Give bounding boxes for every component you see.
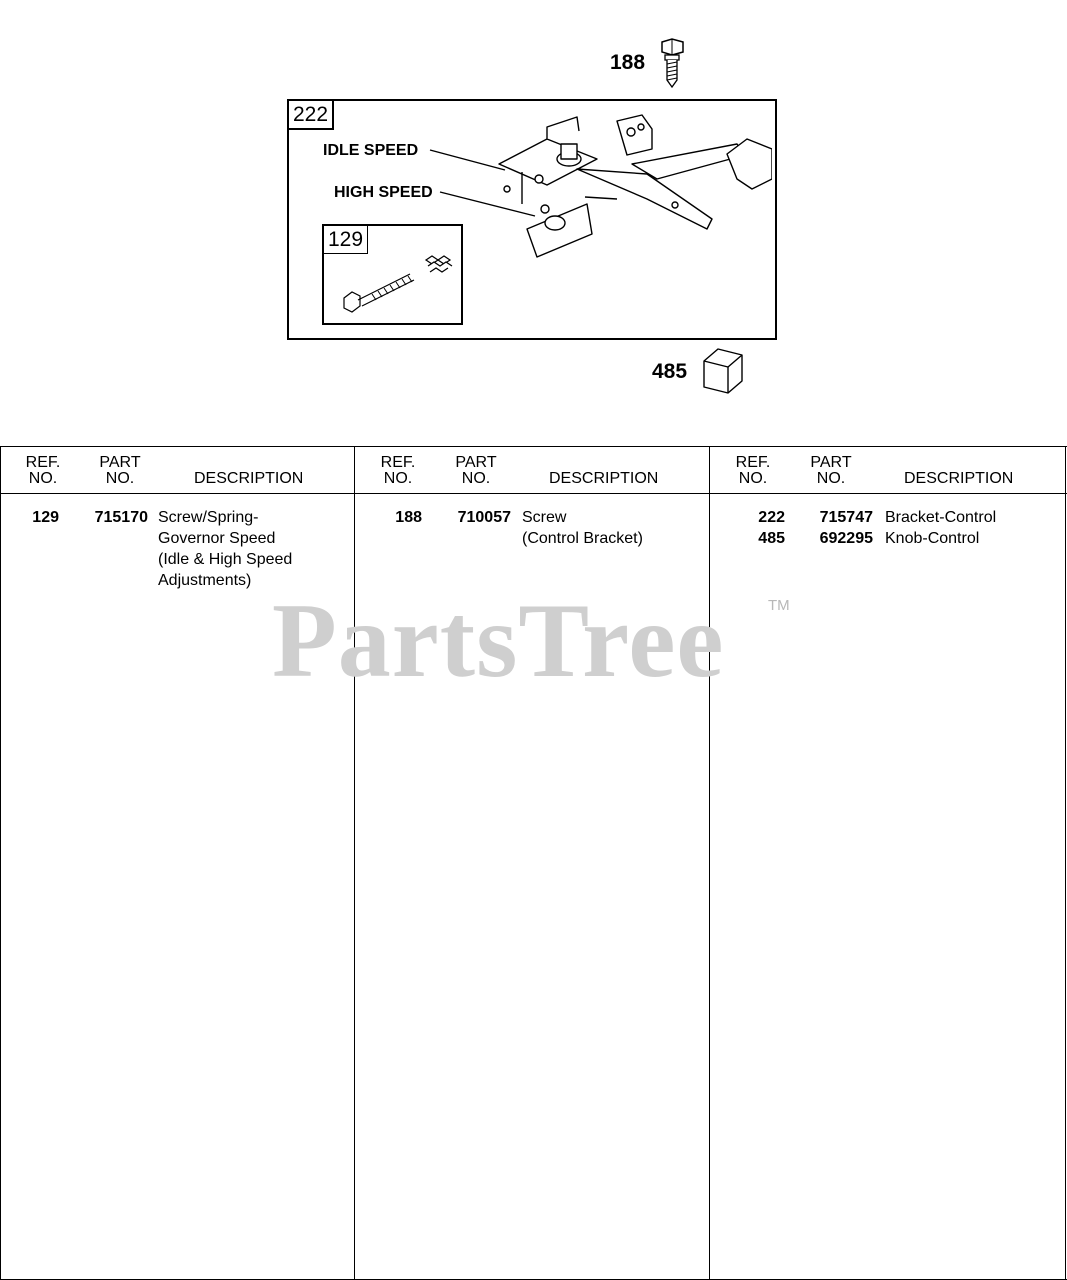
callout-188: 188 — [610, 51, 646, 74]
part-no-cell: 715747 — [819, 509, 873, 526]
watermark-tm: TM — [768, 597, 790, 614]
ref-no-cell: 485 — [758, 530, 785, 547]
kit-number-129: 129 — [324, 226, 368, 254]
part-no-cell: 715170 — [94, 509, 148, 526]
callout-485: 485 — [652, 360, 688, 383]
label-idle-speed: IDLE SPEED — [323, 142, 419, 159]
control-bracket-drawing — [427, 109, 772, 269]
ref-no-cell: 222 — [758, 509, 785, 526]
ref-no-cell: 129 — [32, 509, 59, 526]
description-cell: Knob-Control — [885, 530, 980, 547]
description-cell: Screw/Spring- Governor Speed (Idle & High Speed Adjustments) — [158, 509, 293, 589]
header-ref-no: REF. NO. — [380, 454, 416, 487]
part-no-cell: 710057 — [457, 509, 511, 526]
description-cell: Bracket-Control — [885, 509, 997, 526]
kit-box-222 — [287, 99, 777, 340]
header-part-no: PART NO. — [810, 454, 852, 487]
header-description: DESCRIPTION — [194, 470, 304, 487]
watermark-logo: PartsTree — [272, 582, 725, 699]
label-high-speed: HIGH SPEED — [334, 184, 433, 201]
knob-485-icon — [700, 345, 746, 397]
header-description: DESCRIPTION — [549, 470, 659, 487]
header-ref-no: REF. NO. — [25, 454, 61, 487]
part-no-cell: 692295 — [819, 530, 873, 547]
kit-box-129 — [322, 224, 463, 325]
ref-no-cell: 188 — [395, 509, 422, 526]
description-cell: Screw (Control Bracket) — [522, 509, 643, 547]
header-part-no: PART NO. — [99, 454, 141, 487]
header-ref-no: REF. NO. — [735, 454, 771, 487]
kit-number-222: 222 — [289, 101, 334, 130]
header-description: DESCRIPTION — [904, 470, 1014, 487]
screw-188-icon — [655, 38, 691, 90]
screw-and-spring-icon — [338, 240, 458, 320]
parts-table — [0, 446, 1067, 1280]
header-part-no: PART NO. — [455, 454, 497, 487]
